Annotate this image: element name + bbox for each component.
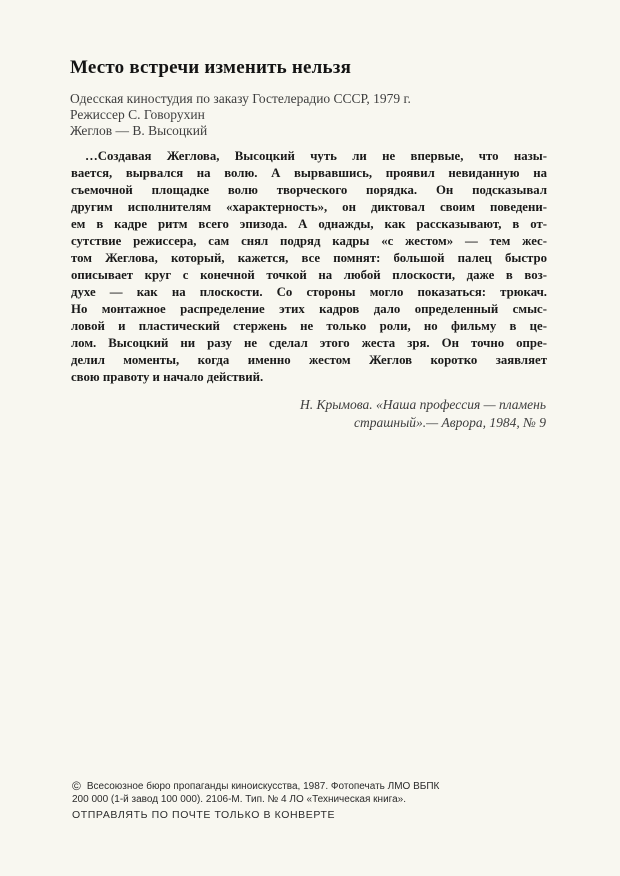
page-title: Место встречи изменить нельзя bbox=[70, 57, 352, 78]
director-line: Режиссер С. Говорухин bbox=[70, 107, 205, 122]
quote-line: Но монтажное распределение этих кадров дало определенный смыс- bbox=[71, 302, 547, 316]
quote-line: съемочной площадке волю творческого порядка. Он подсказывал bbox=[71, 183, 547, 197]
citation-line: страшный».— Аврора, 1984, № 9 bbox=[354, 415, 546, 430]
quote-line: духе — как на плоскости. Со стороны могло показаться: трюкач. bbox=[71, 285, 547, 299]
quote-line: другим исполнителям «характерность», он диктовал своим поведени- bbox=[71, 200, 547, 214]
role-line: Жеглов — В. Высоцкий bbox=[70, 123, 208, 138]
quote-line: сутствие режиссера, сам снял подряд кадры «с жестом» — тем жес- bbox=[71, 234, 547, 248]
imprint-line: Всесоюзное бюро пропаганды киноискусства, 1987. Фотопечать ЛМО ВБПК bbox=[86, 781, 440, 792]
quote-line: свою правоту и начало действий. bbox=[71, 370, 264, 384]
imprint-line: 200 000 (1-й завод 100 000). 2106-М. Тип. № 4 ЛО «Техническая книга». bbox=[72, 794, 406, 805]
quote-body bbox=[71, 148, 547, 386]
quote-line: описывает круг с конечной точкой на любой плоскости, даже в воз- bbox=[71, 268, 547, 282]
quote-line: …Создавая Жеглова, Высоцкий чуть ли не впервые, что назы- bbox=[85, 149, 547, 163]
copyright-icon: © bbox=[72, 779, 81, 793]
quote-line: лом. Высоцкий ни разу не сделал этого жеста зря. Он точно опре- bbox=[71, 336, 547, 350]
publisher-imprint bbox=[72, 780, 552, 822]
quote-line: ем в кадре ритм всего эпизода. А однажды, как рассказывают, в от- bbox=[71, 217, 547, 231]
mailing-notice: ОТПРАВЛЯТЬ ПО ПОЧТЕ ТОЛЬКО В КОНВЕРТЕ bbox=[72, 809, 336, 821]
citation-line: Н. Крымова. «Наша профессия — пламень bbox=[300, 397, 546, 412]
film-credits bbox=[70, 91, 570, 139]
quote-line: том Жеглова, который, кажется, все помнят: большой палец быстро bbox=[71, 251, 547, 265]
citation bbox=[250, 396, 546, 432]
quote-line: делил моменты, когда именно жестом Жеглов коротко заявляет bbox=[71, 353, 547, 367]
studio-line: Одесская киностудия по заказу Гостелерадио СССР, 1979 г. bbox=[70, 91, 411, 106]
quote-line: вается, вырвался на волю. А вырвавшись, проявил невиданную на bbox=[71, 166, 547, 180]
quote-line: ловой и пластический стержень не только роли, но фильму в це- bbox=[71, 319, 547, 333]
